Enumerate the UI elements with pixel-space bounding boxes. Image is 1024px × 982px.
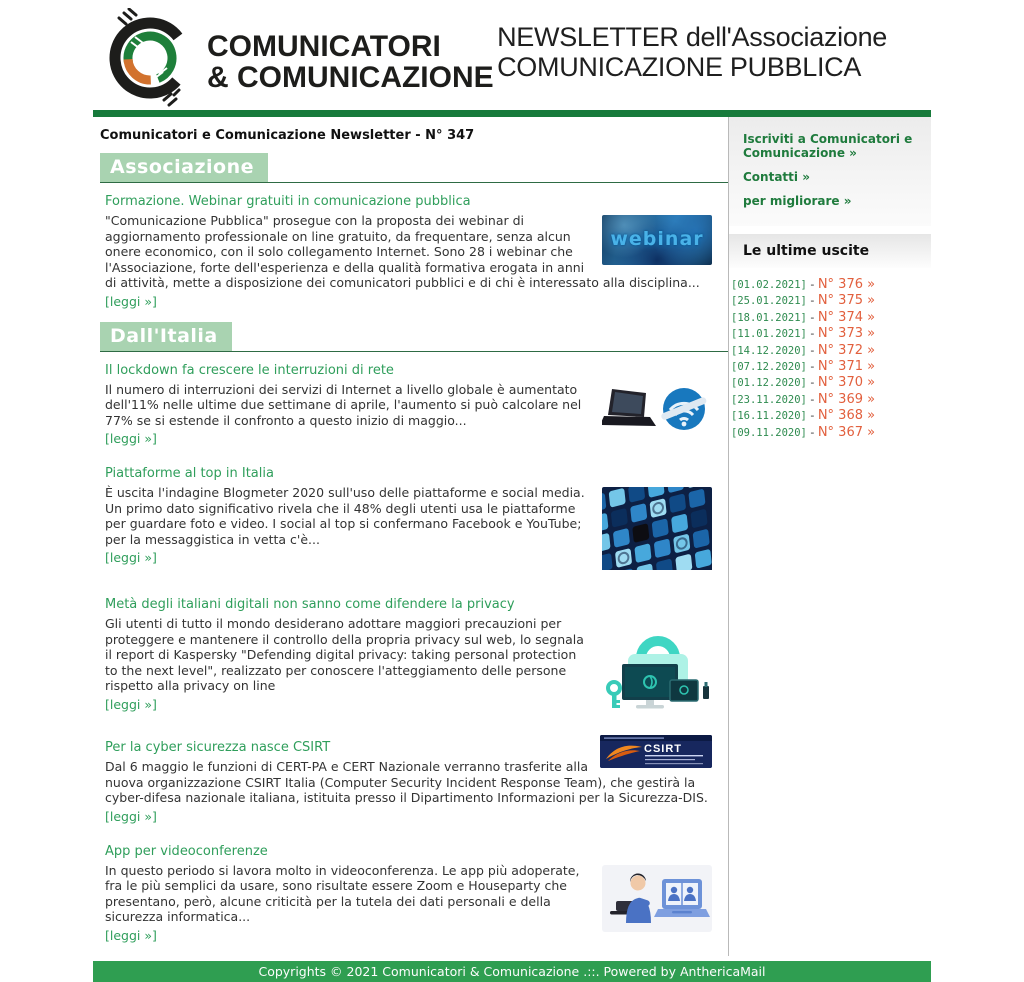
brand-wordmark-line1: COMUNICATORI <box>207 30 441 63</box>
issue-row <box>731 309 931 325</box>
section-header-associazione <box>100 153 728 183</box>
read-more-link[interactable]: [leggi »] <box>105 431 157 446</box>
article-title-link[interactable]: Per la cyber sicurezza nasce CSIRT <box>105 740 331 755</box>
issue-separator: - <box>806 310 818 324</box>
content-column <box>93 117 728 956</box>
read-more-link[interactable]: [leggi »] <box>105 808 157 824</box>
issue-separator: - <box>806 343 818 357</box>
webinar-photo-text: webinar <box>610 228 704 250</box>
read-more-link[interactable]: [leggi »] <box>105 927 157 943</box>
issue-link[interactable]: N° 376 » <box>817 277 876 292</box>
article-body: "Comunicazione Pubblica" prosegue con la proposta dei webinar di aggiornamento professionale on line gratuito, da frequentare, senza alcun onere economico, con il solo collegamento Internet. Sono 28 i webinar che l'Associazione, forte dell'esperienza e della qualità formativa erogata in anni di attività, mette a disposizione dei comunicatori pubblici e di chi è interessato alla disciplina... <box>105 213 700 290</box>
article-title-link[interactable]: Il lockdown fa crescere le interruzioni di rete <box>105 362 394 378</box>
sidebar-links-box <box>729 117 931 226</box>
issue-separator: - <box>806 327 818 341</box>
privacy-lock-devices-photo <box>602 618 712 717</box>
issue-row <box>731 407 931 423</box>
article-title-link[interactable]: Formazione. Webinar gratuiti in comunicazione pubblica <box>105 194 471 209</box>
article-title-link[interactable]: Piattaforme al top in Italia <box>105 466 274 481</box>
issue-link[interactable]: N° 373 » <box>817 326 876 342</box>
newsletter-masthead <box>497 22 887 82</box>
article-body: In questo periodo si lavora molto in videoconferenza. Le app più adoperate, fra le più semplici da usare, sono risultate essere Zoom e Houseparty che presentano, però, alcune criticità per la tutela dei dati personali e della sicurezza informatica... <box>105 862 580 924</box>
read-more-link[interactable]: [leggi »] <box>105 550 157 565</box>
laptop-no-wifi-photo <box>602 384 712 438</box>
masthead-line2: COMUNICAZIONE PUBBLICA <box>497 52 862 82</box>
article <box>100 187 728 310</box>
issue-row <box>731 391 931 407</box>
page-title: Comunicatori e Comunicazione Newsletter - N° 347 <box>100 128 475 143</box>
issue-date: [18.01.2021] <box>731 311 807 324</box>
article <box>100 459 728 578</box>
issue-row <box>731 358 931 374</box>
issue-date: [25.01.2021] <box>731 295 807 308</box>
article <box>100 356 728 448</box>
section-header-dallitalia <box>100 322 728 352</box>
read-more-link[interactable]: [leggi »] <box>105 293 157 309</box>
issue-separator: - <box>806 278 818 291</box>
issue-date: [23.11.2020] <box>731 393 807 406</box>
article-body: È uscita l'indagine Blogmeter 2020 sull'uso delle piattaforme e social media. Un primo dato significativo rivela che il 48% degli utenti usa le piattaforme per guardare foto e video. I social al top si confermano Facebook e YouTube; per la messaggistica in vetta c'è... <box>105 485 585 547</box>
brand-logo[interactable] <box>107 8 494 108</box>
latest-issues-header: Le ultime uscite <box>729 234 931 268</box>
article-body: Dal 6 maggio le funzioni di CERT-PA e CERT Nazionale verranno trasferite alla nuova organizzazione CSIRT Italia (Computer Security Incident Response Team), che gestirà la cyber-difesa nazionale italiana, istituita presso il Dipartimento Informazioni per la Sicurezza-DIS. <box>105 759 708 805</box>
read-more-link[interactable]: [leggi »] <box>105 696 157 712</box>
issue-link[interactable]: N° 375 » <box>817 293 876 309</box>
webinar-photo <box>602 215 712 265</box>
header-divider-bar <box>93 110 931 117</box>
social-apps-mosaic-photo <box>602 487 712 574</box>
article <box>100 837 728 944</box>
section-label: Dall'Italia <box>100 322 232 351</box>
sidebar <box>728 117 931 956</box>
issue-row <box>731 342 931 358</box>
issue-date: [11.01.2021] <box>731 328 807 341</box>
main-area <box>93 117 931 956</box>
issue-link[interactable]: N° 372 » <box>817 342 876 358</box>
videoconference-illustration <box>602 865 712 936</box>
article <box>100 590 728 721</box>
section-label: Associazione <box>100 153 268 182</box>
brand-wordmark <box>207 8 494 93</box>
issue-date: [14.12.2020] <box>731 344 807 357</box>
masthead-line1: NEWSLETTER dell'Associazione <box>497 22 887 52</box>
issue-separator: - <box>806 392 818 406</box>
issue-link[interactable]: N° 371 » <box>817 359 876 375</box>
issue-link[interactable]: N° 367 » <box>817 424 876 440</box>
issue-link[interactable]: N° 370 » <box>817 375 876 391</box>
issue-row <box>731 276 931 292</box>
issue-separator: - <box>806 294 818 308</box>
issue-row <box>731 424 931 440</box>
article-body: Gli utenti di tutto il mondo desiderano adottare maggiori precauzioni per proteggere e mantenere il controllo della propria privacy sul web, lo segnala il report di Kaspersky "Defending digital privacy: taking personal protection to the next level", realizzato per conoscere l'atteggiamento delle persone rispetto alla privacy on line <box>105 616 584 693</box>
issue-date: [16.11.2020] <box>731 410 807 423</box>
issue-row <box>731 374 931 390</box>
issue-row <box>731 325 931 341</box>
header <box>93 0 931 110</box>
issue-separator: - <box>806 360 818 374</box>
issue-date: [01.02.2021] <box>731 279 807 291</box>
issue-date: [01.12.2020] <box>731 377 807 390</box>
article-body: Il numero di interruzioni dei servizi di Internet a livello globale è aumentato dell'11% nelle ultime due settimane di aprile, l'aumento si può calcolare nel 77% se si estende il confronto a questo inizio di maggio... <box>105 381 582 428</box>
brand-wordmark-line2: & COMUNICAZIONE <box>207 61 494 94</box>
issue-date: [09.11.2020] <box>731 426 807 439</box>
issue-row <box>731 292 931 308</box>
csirt-banner-text: CSIRT <box>644 743 682 755</box>
latest-issues-list <box>729 276 931 440</box>
issue-separator: - <box>806 376 818 390</box>
article-title-link[interactable]: Metà degli italiani digitali non sanno come difendere la privacy <box>105 597 515 612</box>
newsletter-page <box>93 0 931 982</box>
sidebar-link-iscriviti[interactable]: Iscriviti a Comunicatori e Comunicazione » <box>743 132 913 160</box>
sidebar-link-migliorare[interactable]: per migliorare » <box>743 194 852 208</box>
issue-separator: - <box>806 425 818 439</box>
issue-link[interactable]: N° 368 » <box>817 408 876 424</box>
sidebar-link-contatti[interactable]: Contatti » <box>743 170 810 184</box>
footer-text: Copyrights © 2021 Comunicatori & Comunicazione .::. Powered by AnthericaMail <box>258 963 766 979</box>
issue-date: [07.12.2020] <box>731 361 807 374</box>
article <box>100 733 728 825</box>
brand-logo-icon <box>107 8 193 108</box>
issue-link[interactable]: N° 369 » <box>817 391 876 407</box>
csirt-banner <box>600 735 712 768</box>
issue-link[interactable]: N° 374 » <box>817 309 876 325</box>
footer-bar <box>93 961 931 982</box>
issue-separator: - <box>806 409 818 423</box>
article-title-link[interactable]: App per videoconferenze <box>105 843 268 859</box>
